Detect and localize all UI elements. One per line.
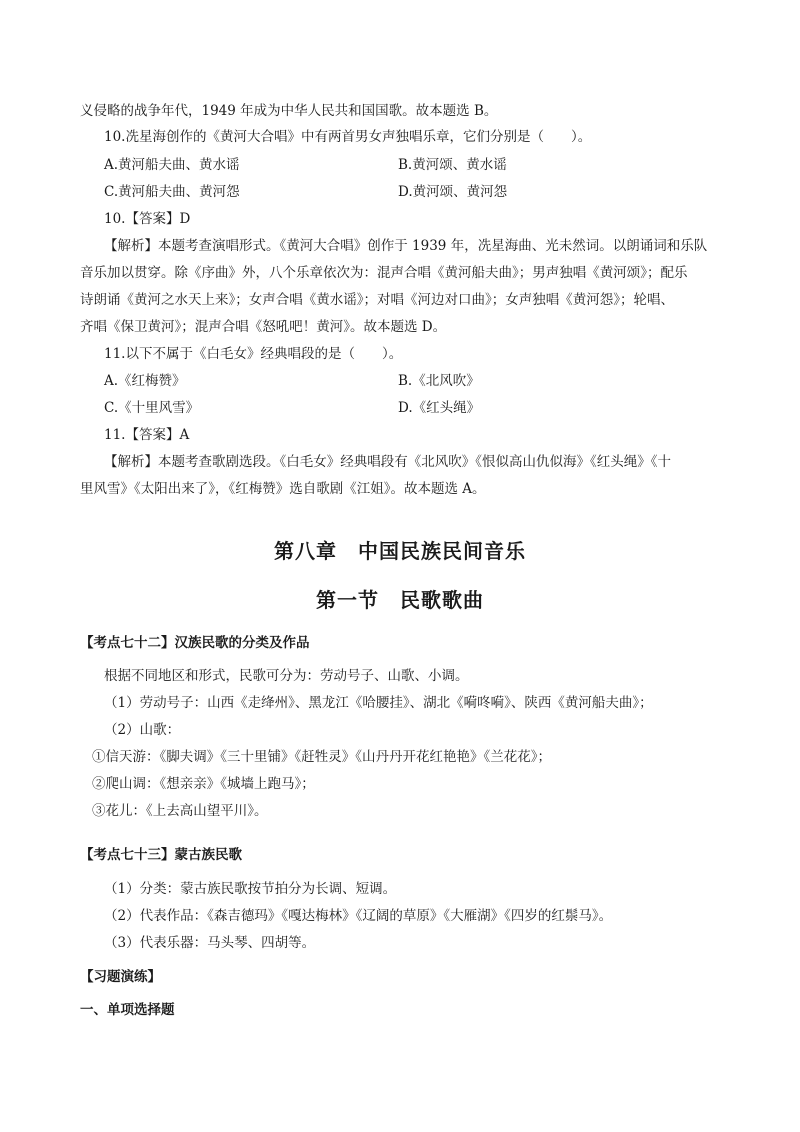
point72-line-1: 根据不同地区和形式，民歌可分为：劳动号子、山歌、小调。 (104, 668, 469, 684)
point72-line-2: （1）劳动号子：山西《走绛州》、黑龙江《哈腰挂》、湖北《嗬咚嗬》、陕西《黄河船夫曲》； (104, 695, 653, 711)
q11-option-c: C.《十里风雪》 (104, 400, 200, 416)
point72-line-3: （2）山歌： (104, 722, 181, 738)
q10-analysis-4: 齐唱《保卫黄河》；混声合唱《怒吼吧！黄河》。故本题选 D。 (80, 319, 447, 335)
point72-line-6: ③花儿：《上去高山望平川》。 (92, 803, 268, 819)
q11-analysis-1: 【解析】本题考查歌剧选段。《白毛女》经典唱段有《北风吹》《恨似高山仇似海》《红头绳》《十 (104, 454, 671, 470)
point72-line-4: ①信天游：《脚夫调》《三十里铺》《赶牲灵》《山丹丹开花红艳艳》《兰花花》； (92, 749, 551, 765)
q10-option-a: A.黄河船夫曲、黄水谣 (104, 157, 240, 173)
point73-heading: 【考点七十三】蒙古族民歌 (80, 847, 242, 863)
q11-analysis-2: 里风雪》《太阳出来了》，《红梅赞》选自歌剧《江姐》。故本题选 A。 (80, 481, 486, 497)
chapter-title: 第八章 中国民族民间音乐 (274, 539, 526, 563)
point73-line-1: （1）分类：蒙古族民歌按节拍分为长调、短调。 (104, 881, 397, 897)
q10-analysis-2: 音乐加以贯穿。除《序曲》外，八个乐章依次为：混声合唱《黄河船夫曲》；男声独唱《黄河颂》；配乐 (80, 265, 688, 281)
q11-answer: 11.【答案】A (104, 427, 190, 443)
q10-option-b: B.黄河颂、黄水谣 (398, 157, 507, 173)
q11-option-d: D.《红头绳》 (398, 400, 481, 416)
point73-line-3: （3）代表乐器：马头琴、四胡等。 (104, 935, 316, 951)
point72-heading: 【考点七十二】汉族民歌的分类及作品 (80, 635, 310, 651)
q10-analysis-1: 【解析】本题考查演唱形式。《黄河大合唱》创作于 1939 年，冼星海曲、光未然词。以朗诵词和乐队 (104, 238, 708, 254)
q10-option-d: D.黄河颂、黄河怨 (398, 184, 508, 200)
q11-option-a: A.《红梅赞》 (104, 373, 186, 389)
exercise-heading: 【习题演练】 (80, 969, 161, 985)
single-choice-heading: 一、单项选择题 (80, 1002, 175, 1018)
intro-line: 义侵略的战争年代，1949 年成为中华人民共和国国歌。故本题选 B。 (80, 103, 498, 119)
q10-analysis-3: 诗朗诵《黄河之水天上来》；女声合唱《黄水谣》；对唱《河边对口曲》；女声独唱《黄河怨》；轮唱、 (80, 292, 674, 308)
section-title: 第一节 民歌歌曲 (316, 588, 484, 612)
q10-stem: 10.冼星海创作的《黄河大合唱》中有两首男女声独唱乐章，它们分别是（ ）。 (104, 129, 592, 145)
q11-option-b: B.《北风吹》 (398, 373, 480, 389)
point73-line-2: （2）代表作品：《森吉德玛》《嘎达梅林》《辽阔的草原》《大雁湖》《四岁的红鬃马》。 (104, 908, 613, 924)
point72-line-5: ②爬山调：《想亲亲》《城墙上跑马》； (92, 776, 315, 792)
q10-option-c: C.黄河船夫曲、黄河怨 (104, 184, 240, 200)
q10-answer: 10.【答案】D (104, 211, 191, 227)
q11-stem: 11.以下不属于《白毛女》经典唱段的是（ ）。 (104, 346, 403, 362)
